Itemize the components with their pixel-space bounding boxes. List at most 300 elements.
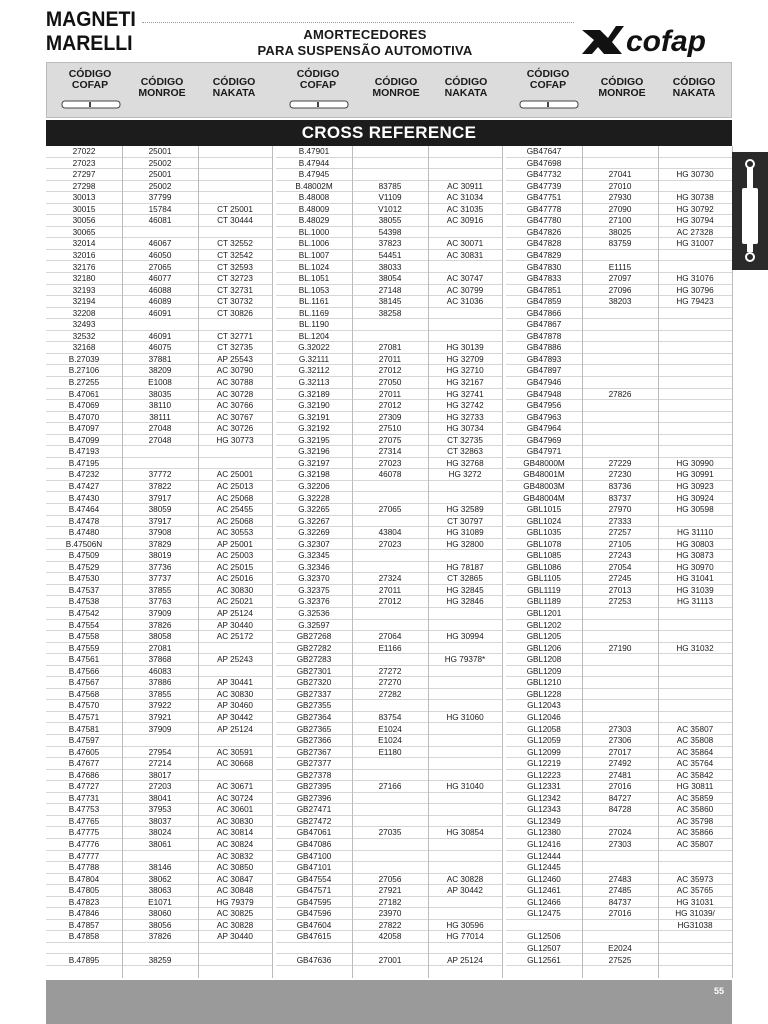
table-row [46,389,272,401]
table-cell: HG 30596 [446,920,484,930]
table-row [46,689,272,701]
table-row [506,955,732,967]
table-cell [428,908,502,920]
table-row [46,527,272,539]
table-row [46,643,272,655]
table-cell: GB47833 [526,274,562,284]
table-row [276,562,502,574]
table-row [46,158,272,170]
table-cell: 27065 [148,262,172,272]
table-cell: 27306 [608,736,632,746]
table-cell [658,654,732,666]
col-header-9: CÓDIGO NAKATA [672,76,716,99]
table-cell: CT 30444 [217,216,253,226]
table-row [46,469,272,481]
table-cell [428,770,502,782]
table-cell: GB27396 [296,793,332,803]
table-cell: B.47538 [68,597,100,607]
table-cell [428,158,502,170]
table-cell: 46078 [378,470,402,480]
table-cell: 27166 [378,782,402,792]
table-row [46,862,272,874]
table-cell: AP 30440 [217,620,253,630]
table-row [276,319,502,331]
table-cell: B.47846 [68,909,100,919]
table-cell: HG 30811 [676,782,714,792]
table-cell [582,862,658,874]
table-cell: 46075 [148,343,172,353]
table-cell: 32180 [72,274,96,284]
table-cell: 32208 [72,308,96,318]
table-cell: 38203 [608,297,632,307]
table-row [46,631,272,643]
table-row [46,458,272,470]
table-cell: GB27282 [296,643,332,653]
table-row [506,504,732,516]
table-cell: 27048 [148,435,172,445]
header-dotted-line [142,22,574,23]
table-cell [352,804,428,816]
table-row [506,377,732,389]
table-cell: GBL1210 [526,678,562,688]
table-cell [122,446,198,458]
table-cell: AC 25068 [216,493,254,503]
page-title-line1: AMORTECEDORES [303,27,427,42]
table-cell: 38054 [378,274,402,284]
table-row [276,389,502,401]
table-cell: B.47099 [68,435,100,445]
table-cell: AC 30832 [216,851,254,861]
table-row [506,620,732,632]
table-cell: AC 30828 [216,920,254,930]
table-row [46,400,272,412]
table-cell [198,158,272,170]
table-cell: AC 35764 [676,759,714,769]
table-row [276,839,502,851]
table-cell [352,839,428,851]
table-row [276,700,502,712]
table-cell: G.32192 [298,424,330,434]
table-cell: 27272 [378,666,402,676]
table-row [506,469,732,481]
table-cell [582,250,658,262]
table-cell: HG 32741 [446,389,484,399]
table-cell: GB47897 [526,366,562,376]
table-cell [198,943,272,955]
table-row [276,342,502,354]
table-row [46,712,272,724]
table-cell [198,146,272,158]
table-cell: 27023 [378,539,402,549]
table-row [276,435,502,447]
table-cell: GBL1189 [527,597,561,607]
table-cell: AP 25001 [217,539,253,549]
table-row [506,169,732,181]
table-cell: HG 30773 [216,435,254,445]
table-row [276,481,502,493]
table-cell: 38024 [148,828,172,838]
table-cell [658,342,732,354]
table-row [506,400,732,412]
table-cell: GB27472 [296,816,332,826]
table-cell: AC 30668 [216,759,254,769]
table-cell: BL.1190 [299,320,329,330]
table-cell [352,816,428,828]
table-cell [428,643,502,655]
table-row [506,458,732,470]
table-cell: 38062 [148,874,172,884]
table-cell: GB47828 [526,239,562,249]
table-row [506,770,732,782]
table-cell: GB27337 [296,689,332,699]
table-cell: B.47427 [68,481,100,491]
table-row [46,204,272,216]
table-cell: AP 25543 [217,354,253,364]
table-cell [428,897,502,909]
table-cell: B.47765 [68,816,100,826]
table-cell: AC 25003 [216,551,254,561]
col-header-2: CÓDIGO MONROE [138,76,186,99]
table-cell: B.47944 [298,158,330,168]
table-cell: 38035 [148,389,172,399]
table-cell: BL.1024 [298,262,330,272]
table-cell: HG 31032 [676,643,714,653]
table-cell: GBL1205 [526,632,562,642]
table-cell [428,608,502,620]
table-row [46,169,272,181]
table-row [506,493,732,505]
table-row [506,804,732,816]
table-cell: 37909 [148,609,172,618]
table-row [46,758,272,770]
table-cell: HG 30734 [446,424,484,434]
table-cell: B.47823 [68,897,100,907]
table-cell: 27243 [608,551,632,561]
table-cell: BL.1161 [299,297,329,307]
table-cell [658,181,732,193]
table-cell [506,920,582,932]
cross-reference-table [46,146,732,978]
table-cell: B.47070 [68,412,100,422]
table-cell [198,446,272,458]
table-cell: V1109 [378,193,402,203]
table-cell: 83785 [378,181,402,191]
table-cell [198,192,272,204]
table-row [506,527,732,539]
table-row [506,331,732,343]
table-cell [352,793,428,805]
table-cell: GB47830 [526,262,562,272]
col-header-7: CÓDIGO COFAP [526,68,570,91]
table-cell: AP 25243 [217,655,253,665]
table-cell: 37922 [148,701,172,711]
table-cell: AC 30824 [216,840,254,849]
table-row [46,365,272,377]
table-cell: AC 25068 [216,516,254,526]
table-cell: CT 25001 [217,204,253,214]
table-cell [582,689,658,701]
table-cell: AC 25015 [216,562,254,572]
table-row [276,308,502,320]
table-row [276,781,502,793]
table-cell [582,654,658,666]
table-row [46,666,272,678]
table-cell [428,689,502,701]
table-cell [428,816,502,828]
table-cell: HG 32846 [446,597,484,607]
table-row [506,666,732,678]
table-row [46,331,272,343]
table-cell: 43804 [378,528,402,538]
table-cell: 37772 [148,470,172,480]
table-row [506,897,732,909]
table-row [506,931,732,943]
table-cell: 83736 [608,481,632,491]
table-cell [658,308,732,320]
table-row [46,504,272,516]
table-cell: 27298 [72,181,96,191]
table-cell: B.47788 [68,863,100,873]
table-cell: BL.1053 [298,285,330,295]
table-cell [428,227,502,239]
table-cell: AC 31035 [446,204,484,214]
table-cell: 84727 [608,793,632,803]
table-cell: HG 31040 [446,782,484,792]
table-cell [352,516,428,528]
logo-mm-line2: MARELLI [45,32,133,54]
table-cell: GB47751 [526,193,562,203]
table-cell: 27270 [378,678,402,688]
table-cell: 46088 [148,285,172,295]
table-row [506,758,732,770]
table-cell: G.32113 [298,378,330,387]
table-cell: GL12461 [527,886,561,896]
table-row [46,493,272,505]
table-cell: GB27320 [296,678,332,688]
table-cell: CT 32542 [217,250,253,260]
table-cell: 27011 [378,585,402,595]
table-cell: 37881 [148,354,172,364]
table-row [506,435,732,447]
column-divider [502,146,503,978]
table-cell [428,677,502,689]
table-cell: G.32269 [298,528,330,538]
table-row [276,793,502,805]
table-cell: B.47529 [68,562,100,572]
table-cell: GB27301 [296,666,332,676]
table-cell: 27492 [608,759,632,769]
table-cell: 27096 [608,285,632,295]
table-cell: 38145 [378,297,402,307]
table-row [46,550,272,562]
table-cell: 25001 [148,147,172,156]
table-cell: GBL1035 [526,528,562,538]
table-cell: 27012 [378,366,402,376]
table-cell: E2024 [608,943,632,953]
table-cell: 27970 [608,505,632,515]
column-divider [428,146,429,978]
table-row [46,955,272,967]
table-cell: GB47101 [296,863,332,873]
table-cell: G.32112 [298,366,330,376]
table-cell: 27105 [608,539,632,549]
shock-absorber-icon [519,100,579,109]
table-cell: GB48000M [523,458,565,468]
table-cell: 27303 [608,724,632,734]
table-row [276,238,502,250]
table-cell: GB47878 [526,331,562,341]
table-cell: GB47778 [526,204,562,214]
table-cell: 37826 [148,932,172,942]
table-cell: 46067 [148,239,172,249]
table-cell: B.47581 [68,724,100,734]
table-cell [352,608,428,620]
table-cell [582,920,658,932]
table-row [276,585,502,597]
table-cell: G.32190 [298,401,330,411]
table-cell: 38060 [148,909,172,919]
table-row [276,608,502,620]
table-row [506,516,732,528]
table-cell [428,169,502,181]
table-row [276,955,502,967]
table-cell: G.32375 [298,585,330,595]
table-cell: GB47732 [526,170,562,180]
table-cell: AP 30442 [447,886,483,896]
table-cell [658,423,732,435]
table-cell [658,331,732,343]
table-row [46,308,272,320]
table-cell: AC 35864 [676,747,714,757]
table-cell [352,493,428,505]
table-cell: AC 30847 [216,874,254,884]
table-block-2 [276,146,502,978]
table-row [506,862,732,874]
table-row [506,608,732,620]
table-row [506,365,732,377]
table-cell: E1166 [378,643,402,653]
table-row [276,862,502,874]
table-row [276,689,502,701]
table-row [506,677,732,689]
table-cell: 27064 [378,632,402,642]
table-cell: GB47554 [296,874,332,884]
table-cell: CT 32735 [447,435,483,445]
table-cell: AC 35765 [676,886,714,896]
table-cell: GL12219 [527,759,561,769]
table-row [506,908,732,920]
table-cell [582,712,658,724]
table-cell: GB27366 [296,736,332,746]
table-row [46,146,272,158]
table-cell [658,851,732,863]
table-row [276,631,502,643]
table-cell: 27826 [608,389,632,399]
table-cell: CT 32865 [447,574,483,584]
table-row [276,897,502,909]
table-cell: HG 31041 [676,574,714,584]
table-row [506,250,732,262]
table-cell: E1024 [378,736,402,746]
table-row [276,804,502,816]
table-row [276,573,502,585]
table-row [276,262,502,274]
col-header-3: CÓDIGO NAKATA [212,76,256,99]
table-cell: B.47858 [68,932,100,942]
table-row [46,342,272,354]
table-cell: 27075 [378,435,402,445]
table-row [46,793,272,805]
table-row [46,827,272,839]
table-row [276,169,502,181]
table-cell: 25001 [148,170,172,180]
table-row [46,562,272,574]
table-row [276,735,502,747]
table-cell [428,319,502,331]
page-title-line2: PARA SUSPENSÃO AUTOMOTIVA [257,43,473,58]
table-row [46,724,272,736]
table-cell: 83737 [608,493,632,503]
table-cell: 27012 [378,401,402,411]
table-cell: GB27268 [296,632,332,642]
table-cell: HG 31076 [676,274,714,284]
table-row [506,412,732,424]
table-cell: 27081 [378,343,402,353]
table-cell: HG 32733 [446,412,484,422]
table-cell: 27017 [608,747,632,757]
table-cell [582,365,658,377]
table-cell: AC 31034 [446,193,484,203]
table-cell [658,631,732,643]
table-cell: B.47430 [68,493,100,503]
table-cell: BL.1051 [298,274,330,284]
table-cell: HG 32710 [446,366,484,376]
table-cell: AC 30788 [216,378,254,387]
table-cell [428,793,502,805]
table-cell: E1071 [148,897,172,907]
table-row [506,192,732,204]
table-cell: 27314 [378,447,402,457]
table-cell: 27016 [608,782,632,792]
table-cell [198,181,272,193]
table-cell: 27485 [608,886,632,896]
table-row [46,319,272,331]
table-cell: 27921 [378,886,402,896]
table-cell: BL.1000 [298,227,330,237]
table-cell: G.32195 [298,435,330,445]
table-cell: 27041 [608,170,632,180]
table-cell: B.47069 [68,401,100,411]
table-cell: GB27377 [296,759,332,769]
table-cell: GB27395 [296,782,332,792]
table-cell: CT 32863 [447,447,483,457]
table-cell: 37909 [148,724,172,734]
table-cell: 27010 [608,181,632,191]
table-row [276,446,502,458]
table-row [276,643,502,655]
table-cell: 30056 [72,216,96,226]
logo-mm-line1: MAGNETI [45,8,136,32]
table-cell: AP 25124 [447,955,483,965]
table-cell [198,227,272,239]
table-cell: B.47558 [68,632,100,642]
table-cell: B.48008 [298,193,330,203]
table-cell: 27214 [148,759,172,769]
table-cell [122,851,198,863]
table-cell: AC 30911 [447,181,483,191]
table-cell: 37799 [148,193,172,203]
table-cell: GBL1024 [526,516,562,526]
